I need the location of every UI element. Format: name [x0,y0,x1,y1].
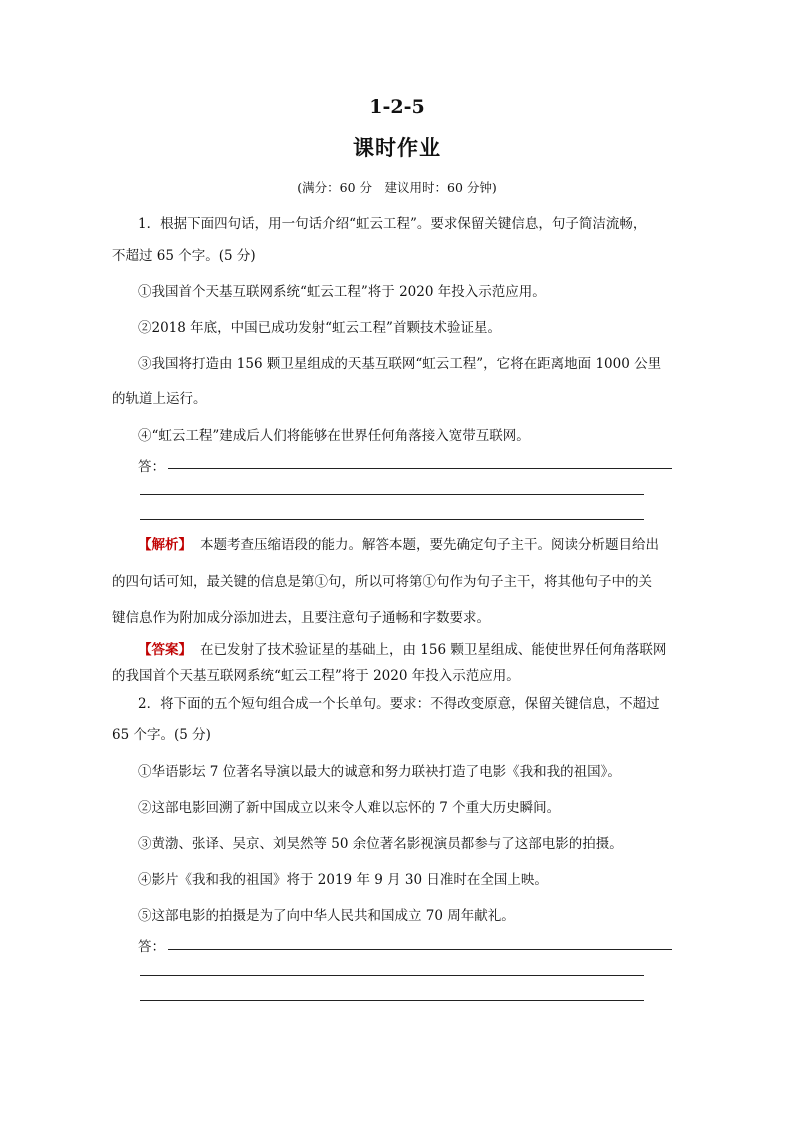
q2-item-2: ②这部电影回溯了新中国成立以来令人难以忘怀的 7 个重大历史瞬间。 [138,800,561,816]
page-title: 课时作业 [353,135,441,160]
q1-answer-line-3[interactable] [140,519,644,520]
q2-item-5: ⑤这部电影的拍摄是为了向中华人民共和国成立 70 周年献礼。 [138,908,515,924]
q1-answer-line-1[interactable] [168,468,672,469]
q1-stem-line2: 不超过 65 个字。(5 分) [112,248,256,264]
q1-stem-line1: 1．根据下面四句话，用一句话介绍“虹云工程”。要求保留关键信息，句子简洁流畅， [138,216,647,232]
q1-item-2: ②2018 年底，中国已成功发射“虹云工程”首颗技术验证星。 [138,320,501,336]
q2-answer-line-1[interactable] [168,949,672,950]
analysis-tag: 【解析】 [138,537,192,553]
q2-item-4: ④影片《我和我的祖国》将于 2019 年 9 月 30 日准时在全国上映。 [138,872,548,888]
answer-tag: 【答案】 [138,642,192,658]
q1-analysis-line3: 键信息作为附加成分添加进去，且要注意句子通畅和字数要求。 [112,610,490,626]
score-time-info: (满分：60 分 建议用时：60 分钟) [297,180,497,195]
q1-answer-key-line1 [138,638,666,658]
q1-item-1: ①我国首个天基互联网系统“虹云工程”将于 2020 年投入示范应用。 [138,284,546,300]
q2-stem-line1: 2．将下面的五个短句组合成一个长单句。要求：不得改变原意，保留关键信息，不超过 [138,696,660,712]
q2-stem-line2: 65 个字。(5 分) [112,727,211,743]
lesson-code: 1-2-5 [369,96,425,118]
analysis-text-1: 本题考查压缩语段的能力。解答本题，要先确定句子主干。阅读分析题目给出 [200,537,659,553]
q1-item-3-line2: 的轨道上运行。 [112,391,207,407]
answer-text-1: 在已发射了技术验证星的基础上，由 156 颗卫星组成、能使世界任何角落联网 [200,642,667,658]
q1-analysis-line1 [138,533,659,553]
q1-answer-label: 答： [138,459,165,475]
q1-item-3-line1: ③我国将打造由 156 颗卫星组成的天基互联网“虹云工程”，它将在距离地面 1000 公里 [138,356,662,372]
q2-answer-line-2[interactable] [140,975,644,976]
q2-item-3: ③黄渤、张译、吴京、刘昊然等 50 余位著名影视演员都参与了这部电影的拍摄。 [138,836,623,852]
q2-answer-line-3[interactable] [140,1000,644,1001]
q1-answer-key-line2: 的我国首个天基互联网系统“虹云工程”将于 2020 年投入示范应用。 [112,668,520,684]
q2-item-1: ①华语影坛 7 位著名导演以最大的诚意和努力联袂打造了电影《我和我的祖国》。 [138,764,621,780]
q1-item-4: ④“虹云工程”建成后人们将能够在世界任何角落接入宽带互联网。 [138,428,530,444]
q1-answer-line-2[interactable] [140,494,644,495]
q2-answer-label: 答： [138,939,165,955]
q1-analysis-line2: 的四句话可知，最关键的信息是第①句，所以可将第①句作为句子主干，将其他句子中的关 [112,574,652,590]
